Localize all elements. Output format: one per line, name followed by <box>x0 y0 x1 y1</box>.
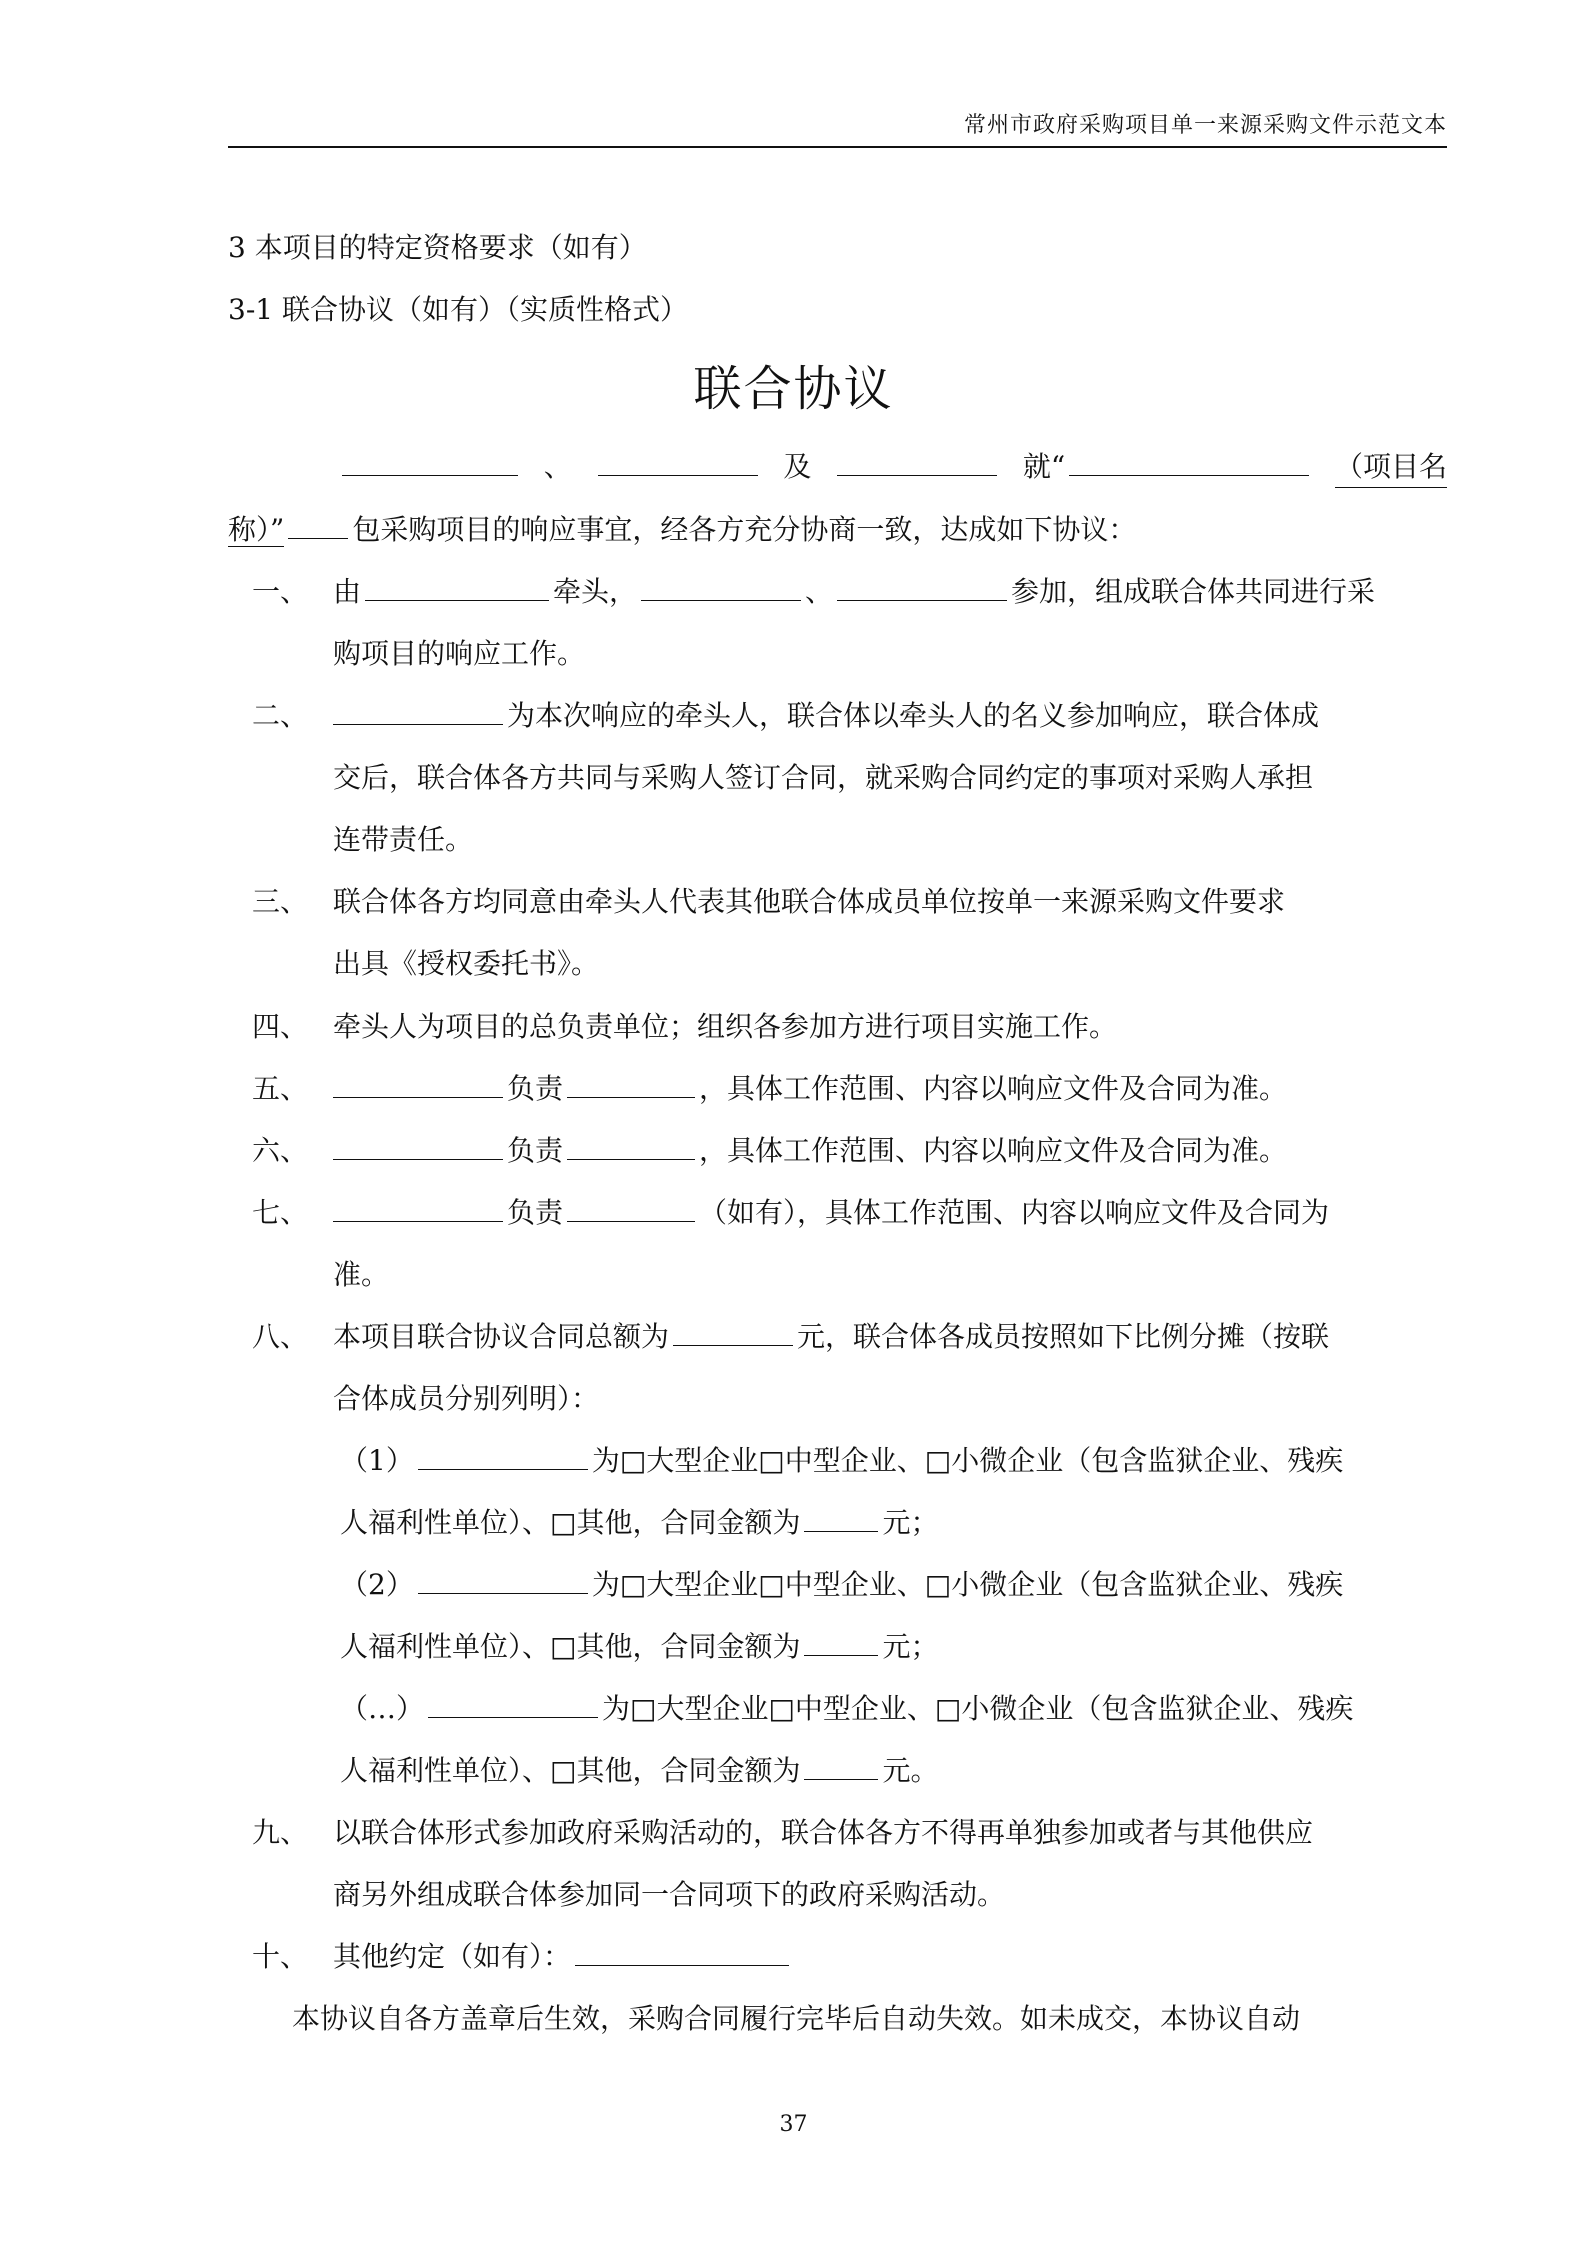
and-text: 及 <box>783 450 812 483</box>
project-name-label: （项目名 <box>1335 447 1447 488</box>
closing-paragraph: 本协议自各方盖章后生效，采购合同履行完毕后自动失效。如未成交，本协议自动 <box>292 2002 1301 2035</box>
text: （1） <box>340 1444 414 1477</box>
item-number: 九、 <box>252 1816 309 1849</box>
item-6-line-1 <box>333 1131 1447 1171</box>
text: 人福利性单位）、□其他，合同金额为 <box>340 1506 801 1539</box>
item-number: 十、 <box>252 1940 309 1973</box>
text: 、 <box>805 575 834 608</box>
member-n-line-1 <box>340 1689 1447 1729</box>
member-blank-1[interactable] <box>641 572 801 601</box>
item-8-line-1 <box>333 1317 1447 1357</box>
section-subheading: 3-1 联合协议（如有）（实质性格式） <box>228 293 688 326</box>
scope-blank[interactable] <box>567 1193 695 1222</box>
item-1-line-1 <box>333 572 1447 612</box>
scope-blank[interactable] <box>567 1069 695 1098</box>
lot-blank[interactable] <box>288 510 348 539</box>
regarding-text: 就“ <box>1022 450 1066 483</box>
item-4-line-1: 牵头人为项目的总负责单位；组织各参加方进行项目实施工作。 <box>333 1010 1118 1043</box>
text: 人福利性单位）、□其他，合同金额为 <box>340 1630 801 1663</box>
page-number: 37 <box>779 2112 808 2137</box>
text: 由 <box>333 575 362 608</box>
party-blank-2[interactable] <box>598 447 758 476</box>
text: 为□大型企业□中型企业、□小微企业（包含监狱企业、残疾 <box>591 1444 1344 1477</box>
text: 参加，组成联合体共同进行采 <box>1011 575 1376 608</box>
page-header: 常州市政府采购项目单一来源采购文件示范文本 <box>963 113 1447 138</box>
member-n-line-2 <box>340 1751 1447 1791</box>
item-2-line-1 <box>333 696 1447 736</box>
item-7-line-1 <box>333 1193 1447 1233</box>
amount-blank[interactable] <box>804 1751 878 1780</box>
text: （如有），具体工作范围、内容以响应文件及合同为 <box>699 1196 1330 1229</box>
text: 负责 <box>507 1072 564 1105</box>
section-heading: 3 本项目的特定资格要求（如有） <box>228 231 647 264</box>
member-name-blank[interactable] <box>418 1565 588 1594</box>
amount-blank[interactable] <box>804 1627 878 1656</box>
item-5-line-1 <box>333 1069 1447 1109</box>
item-number: 八、 <box>252 1320 309 1353</box>
item-9-line-1: 以联合体形式参加政府采购活动的，联合体各方不得再单独参加或者与其他供应 <box>333 1816 1314 1849</box>
text: 元； <box>882 1506 939 1539</box>
member-2-line-2 <box>340 1627 1447 1667</box>
amount-blank[interactable] <box>804 1503 878 1532</box>
item-number: 六、 <box>252 1134 309 1167</box>
party-blank[interactable] <box>333 1193 503 1222</box>
project-name-blank[interactable] <box>1069 447 1309 476</box>
item-2-line-3: 连带责任。 <box>333 823 474 856</box>
lead-party-blank[interactable] <box>333 696 503 725</box>
intro-line-1 <box>338 447 1447 488</box>
text: ，具体工作范围、内容以响应文件及合同为准。 <box>699 1134 1288 1167</box>
item-number: 四、 <box>252 1010 309 1043</box>
member-1-line-2 <box>340 1503 1447 1543</box>
text: 人福利性单位）、□其他，合同金额为 <box>340 1754 801 1787</box>
text: 本项目联合协议合同总额为 <box>333 1320 670 1353</box>
intro-line-2 <box>228 510 1447 550</box>
text: 为□大型企业□中型企业、□小微企业（包含监狱企业、残疾 <box>602 1692 1354 1725</box>
text: 元，联合体各成员按照如下比例分摊（按联 <box>797 1320 1330 1353</box>
item-10-line-1 <box>333 1937 1447 1977</box>
item-8-line-2: 合体成员分别列明）： <box>333 1382 600 1415</box>
item-number: 一、 <box>252 575 309 608</box>
text: （…） <box>340 1692 425 1725</box>
item-3-line-1: 联合体各方均同意由牵头人代表其他联合体成员单位按单一来源采购文件要求 <box>333 885 1286 918</box>
item-9-line-2: 商另外组成联合体参加同一合同项下的政府采购活动。 <box>333 1878 1006 1911</box>
text: 负责 <box>507 1134 564 1167</box>
scope-blank[interactable] <box>567 1131 695 1160</box>
text: 其他约定（如有）： <box>333 1940 572 1973</box>
text: 负责 <box>507 1196 564 1229</box>
item-number: 七、 <box>252 1196 309 1229</box>
member-2-line-1 <box>340 1565 1447 1605</box>
lead-party-blank[interactable] <box>365 572 549 601</box>
member-name-blank[interactable] <box>428 1689 598 1718</box>
text: ，具体工作范围、内容以响应文件及合同为准。 <box>699 1072 1288 1105</box>
text: 为□大型企业□中型企业、□小微企业（包含监狱企业、残疾 <box>591 1568 1344 1601</box>
total-amount-blank[interactable] <box>673 1317 793 1346</box>
separator: 、 <box>543 450 572 483</box>
text: 元。 <box>882 1754 939 1787</box>
item-2-line-2: 交后，联合体各方共同与采购人签订合同，就采购合同约定的事项对采购人承担 <box>333 761 1314 794</box>
text: 元； <box>882 1630 939 1663</box>
item-3-line-2: 出具《授权委托书》。 <box>333 947 600 980</box>
item-7-line-2: 准。 <box>333 1258 390 1291</box>
document-title: 联合协议 <box>693 361 894 417</box>
text: 牵头， <box>553 575 638 608</box>
member-name-blank[interactable] <box>418 1441 588 1470</box>
project-name-label-end: 称）” <box>228 513 285 546</box>
other-terms-blank[interactable] <box>575 1937 789 1966</box>
item-number: 三、 <box>252 885 309 918</box>
party-blank-3[interactable] <box>837 447 997 476</box>
item-number: 五、 <box>252 1072 309 1105</box>
text: （2） <box>340 1568 414 1601</box>
text: 为本次响应的牵头人，联合体以牵头人的名义参加响应，联合体成 <box>507 699 1320 732</box>
party-blank[interactable] <box>333 1131 503 1160</box>
item-number: 二、 <box>252 699 309 732</box>
intro-text: 包采购项目的响应事宜，经各方充分协商一致，达成如下协议： <box>352 513 1137 546</box>
member-1-line-1 <box>340 1441 1447 1481</box>
member-blank-2[interactable] <box>837 572 1007 601</box>
item-1-line-2: 购项目的响应工作。 <box>333 637 586 670</box>
party-blank-1[interactable] <box>342 447 518 476</box>
party-blank[interactable] <box>333 1069 503 1098</box>
header-rule <box>228 146 1447 148</box>
